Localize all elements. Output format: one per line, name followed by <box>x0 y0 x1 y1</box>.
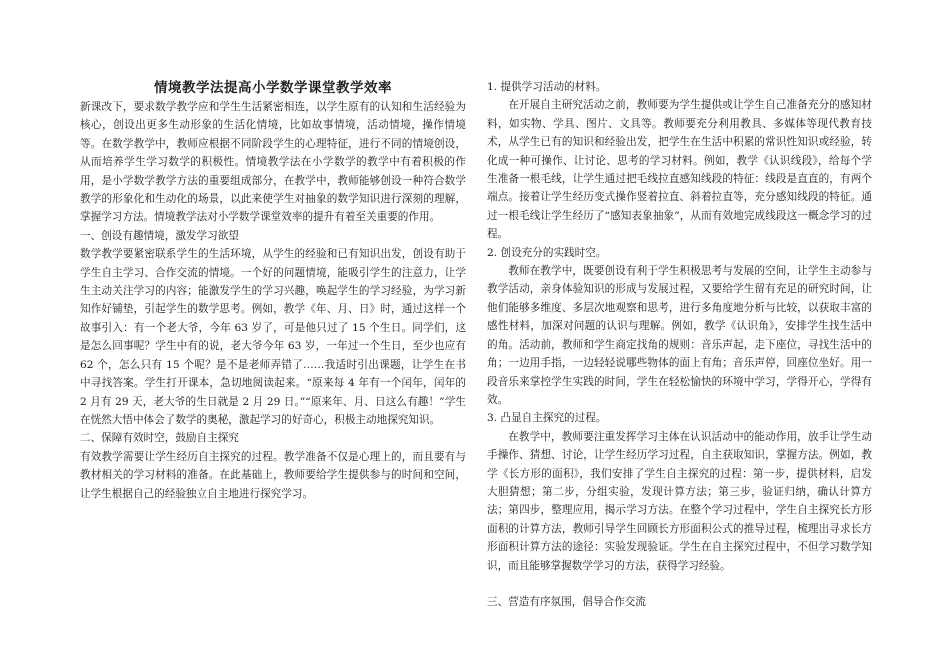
section-heading-2: 二、保障有效时空，鼓励自主探究 <box>80 432 239 445</box>
right-column <box>487 78 872 611</box>
subsection-2-title: 2. 创设充分的实践时空。 <box>487 246 607 259</box>
section-2-paragraph: 有效教学需要让学生经历自主探究的过程。教学准备不仅是心理上的，而且要有与教材相关的学习材料的准备。在此基础上，教师要给学生提供参与的时间和空间，让学生根据自己的经验独立自主地进行探究学习。 <box>80 450 466 500</box>
subsection-3-paragraph: 在教学中，教师要注重发挥学习主体在认识活动中的能动作用，放手让学生动手操作、猜想、讨论，让学生经历学习过程，自主获取知识，掌握方法。例如，教学《长方形的面积》，我们安排了学生自主探究的过程：第一步，提供材料，启发大胆猜想；第二步，分组实验，发现计算方法；第三步，验证归纳，确认计算方法；第四步，整理应用，揭示学习方法。在整个学习过程中，学生自主探究长方形面积的计算方法，教师引导学生回顾长方形面积公式的推导过程，梳理出寻求长方形面积计算方法的途径：实验发现验证。学生在自主探究过程中，不但学习数学知识，而且能够掌握数学学习的方法，获得学习经验。 <box>487 430 872 572</box>
section-1-paragraph: 数学教学要紧密联系学生的生活环境，从学生的经验和已有知识出发，创设有助于学生自主学习、合作交流的情境。一个好的问题情境，能吸引学生的注意力，让学生主动关注学习的内容；能激发学生的学习兴趣，唤起学生的学习经验，为学习新知作好铺垫，引起学生的数学思考。例如，教学《年、月、日》时，通过这样一个故事引入：有一个老大爷，今年 63 岁了，可是他只过了 15 个生日。同学们，这是怎么回事呢？学生中有的说，老大爷今年 63 岁，一年过一个生日，至少也应有 62 个，怎么只有 15 个呢？是不是老师弄错了……我适时引出课题，让学生在书中寻找答案。学生打开课本，急切地阅读起来。“原来每 4 年有一个闰年，闰年的 2 月有 29 天，老大爷的生日就是 2 月 29 日。”“原来年、月、日这么有趣！”学生在恍然大悟中体会了数学的奥秘，激起学习的好奇心，积极主动地探究知识。 <box>80 248 466 426</box>
subsection-2-paragraph: 教师在教学中，既要创设有利于学生积极思考与发展的空间，让学生主动参与教学活动，亲身体验知识的形成与发展过程，又要给学生留有充足的研究时间，让他们能够多维度、多层次地观察和思考，进行多角度地分析与比较，以获取丰富的感性材料，加深对问题的认识与理解。例如，教学《认识角》，安排学生找生活中的角。活动前，教师和学生商定找角的规则：音乐声起，走下座位，寻找生活中的角；一边用手指，一边轻轻说哪些物体的面上有角；音乐声停，回座位坐好。用一段音乐来掌控学生实践的时间，学生在轻松愉快的环境中学习，学得开心，学得有效。 <box>487 265 872 406</box>
section-heading-3: 三、营造有序氛围，倡导合作交流 <box>487 595 646 608</box>
subsection-1-title: 1. 提供学习活动的材料。 <box>487 81 607 93</box>
intro-paragraph: 新课改下，要求数学教学应和学生生活紧密相连，以学生原有的认知和生活经验为核心，创设出更多生动形象的生活化情境，比如故事情境，活动情境，操作情境等。在数学教学中，教师应根据不同阶段学生的心理特征，进行不同的情境创设，从而培养学生学习数学的积极性。情境教学法在小学数学的教学中有着积极的作用，是小学数学教学方法的重要组成部分，在教学中，教师能够创设一种符合数学教学的形象化和生动化的场景，以此来使学生对抽象的数学知识进行深刻的理解，掌握学习方法。情境教学法对小学数学课堂效率的提升有着至关重要的作用。 <box>80 101 466 224</box>
subsection-3-title: 3. 凸显自主探究的过程。 <box>487 412 607 425</box>
article-title: 情境教学法提高小学数学课堂教学效率 <box>154 80 392 96</box>
left-column <box>80 78 466 503</box>
blank-line <box>487 575 872 593</box>
subsection-1-paragraph: 在开展自主研究活动之前，教师要为学生提供或让学生自己准备充分的感知材料，如实物、学具、图片、文具等。教师要充分利用教具、多媒体等现代教育技术，从学生已有的知识和经验出发，把学生在生活中积累的常识性知识或经验，转化成一种可操作、让讨论、思考的学习材料。例如，教学《认识线段》，给每个学生准备一根毛线，让学生通过把毛线拉直感知线段的特征：线段是直直的，有两个端点。接着让学生经历变式操作竖着拉直、斜着拉直等，充分感知线段的特征。通过一根毛线让学生经历了“感知表象抽象”，从而有效地完成线段这一概念学习的过程。 <box>487 99 872 241</box>
section-heading-1: 一、创设有趣情境，激发学习欲望 <box>80 229 239 242</box>
